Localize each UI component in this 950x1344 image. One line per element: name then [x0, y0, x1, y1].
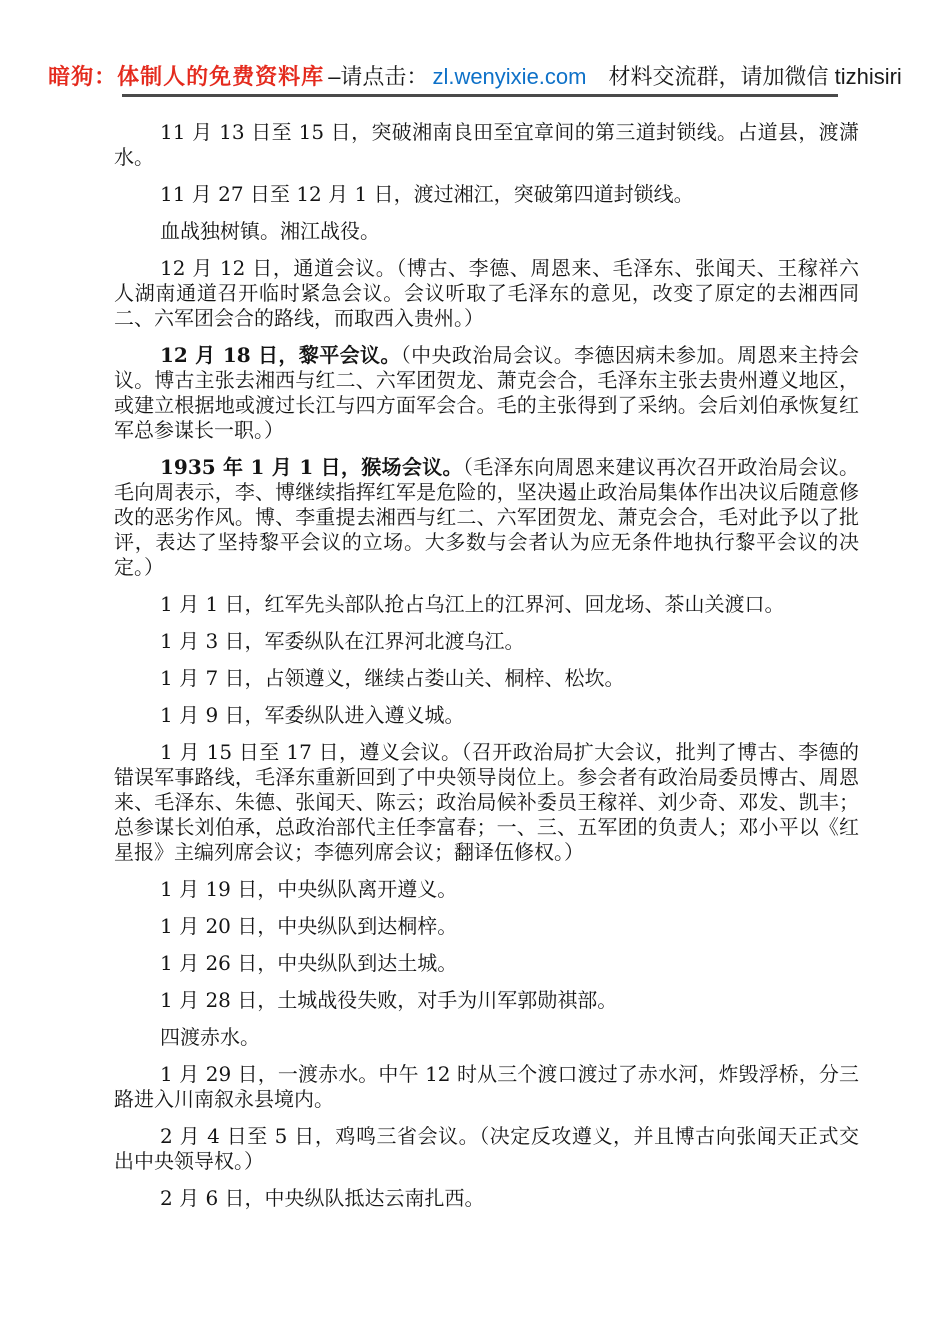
paragraph-text: 四渡赤水。	[160, 1025, 260, 1049]
paragraph-text: 12 月 12 日，通道会议。（博古、李德、周恩来、毛泽东、张闻天、王稼祥六人湖南通道召开临时紧急会议。会议听取了毛泽东的意见，改变了原定的去湘西同二、六军团会合的路线，而取西入贵州。）	[114, 256, 859, 330]
timeline-paragraph	[114, 1062, 859, 1112]
timeline-paragraph	[114, 1124, 859, 1174]
paragraph-text: 1 月 26 日，中央纵队到达土城。	[160, 951, 458, 975]
click-prompt-label: –请点击：	[328, 64, 429, 89]
header-divider	[122, 94, 838, 97]
timeline-paragraph	[114, 877, 859, 902]
paragraph-text: 1 月 20 日，中央纵队到达桐梓。	[160, 914, 458, 938]
document-body	[114, 120, 859, 1223]
paragraph-text: （中央政治局会议。李德因病未参加。周恩来主持会议。博古主张去湘西与红二、六军团贺龙、萧克会合，毛泽东主张去贵州遵义地区，或建立根据地或渡过长江与四方面军会合。毛的主张得到了采纳。会后刘伯承恢复红军总参谋长一职。）	[114, 343, 859, 442]
brand-title: 暗狗：体制人的免费资料库	[48, 64, 325, 89]
paragraph-text: 1 月 29 日，一渡赤水。中午 12 时从三个渡口渡过了赤水河，炸毁浮桥，分三路进入川南叙永县境内。	[114, 1062, 859, 1111]
paragraph-text: 1 月 1 日，红军先头部队抢占乌江上的江界河、回龙场、茶山关渡口。	[160, 592, 785, 616]
paragraph-lead: 1935 年 1 月 1 日，猴场会议。	[160, 455, 463, 479]
paragraph-text: （毛泽东向周恩来建议再次召开政治局会议。毛向周表示，李、博继续指挥红军是危险的，坚决遏止政治局集体作出决议后随意修改的恶劣作风。博、李重提去湘西与红二、六军团贺龙、萧克会合，毛对此予以了批评，表达了坚持黎平会议的立场。大多数与会者认为应无条件地执行黎平会议的决定。）	[114, 455, 860, 579]
paragraph-text: 1 月 15 日至 17 日，遵义会议。（召开政治局扩大会议，批判了博古、李德的错误军事路线，毛泽东重新回到了中央领导岗位上。参会者有政治局委员博古、周恩来、毛泽东、朱德、张闻天、陈云；政治局候补委员王稼祥、刘少奇、邓发、凯丰；总参谋长刘伯承，总政治部代主任李富春；一、三、五军团的负责人；邓小平以《红星报》主编列席会议；李德列席会议；翻译伍修权。）	[114, 740, 859, 864]
timeline-paragraph	[114, 1025, 859, 1050]
timeline-paragraph	[114, 703, 859, 728]
timeline-paragraph	[114, 182, 859, 207]
paragraph-text: 血战独树镇。湘江战役。	[160, 219, 380, 243]
paragraph-text: 11 月 13 日至 15 日，突破湘南良田至宜章间的第三道封锁线。占道县，渡潇水。	[114, 120, 859, 169]
header-banner	[0, 60, 950, 91]
paragraph-text: 2 月 4 日至 5 日，鸡鸣三省会议。（决定反攻遵义，并且博古向张闻天正式交出中央领导权。）	[114, 1124, 859, 1173]
site-link[interactable]: zl.wenyixie.com	[432, 64, 587, 89]
timeline-paragraph	[114, 219, 859, 244]
wechat-group-note: 材料交流群，请加微信 tizhisiri	[608, 64, 902, 89]
paragraph-text: 1 月 3 日，军委纵队在江界河北渡乌江。	[160, 629, 525, 653]
timeline-paragraph	[114, 740, 859, 865]
timeline-paragraph	[114, 914, 859, 939]
timeline-paragraph	[114, 343, 859, 443]
paragraph-text: 1 月 19 日，中央纵队离开遵义。	[160, 877, 458, 901]
paragraph-text: 2 月 6 日，中央纵队抵达云南扎西。	[160, 1186, 485, 1210]
paragraph-text: 1 月 28 日，土城战役失败，对手为川军郭勋祺部。	[160, 988, 618, 1012]
paragraph-text: 1 月 9 日，军委纵队进入遵义城。	[160, 703, 465, 727]
timeline-paragraph	[114, 256, 859, 331]
timeline-paragraph	[114, 988, 859, 1013]
timeline-paragraph	[114, 1186, 859, 1211]
paragraph-lead: 12 月 18 日，黎平会议。	[160, 343, 401, 367]
timeline-paragraph	[114, 592, 859, 617]
timeline-paragraph	[114, 951, 859, 976]
timeline-paragraph	[114, 455, 859, 580]
timeline-paragraph	[114, 120, 859, 170]
paragraph-text: 11 月 27 日至 12 月 1 日，渡过湘江，突破第四道封锁线。	[160, 182, 694, 206]
timeline-paragraph	[114, 629, 859, 654]
timeline-paragraph	[114, 666, 859, 691]
paragraph-text: 1 月 7 日，占领遵义，继续占娄山关、桐梓、松坎。	[160, 666, 625, 690]
